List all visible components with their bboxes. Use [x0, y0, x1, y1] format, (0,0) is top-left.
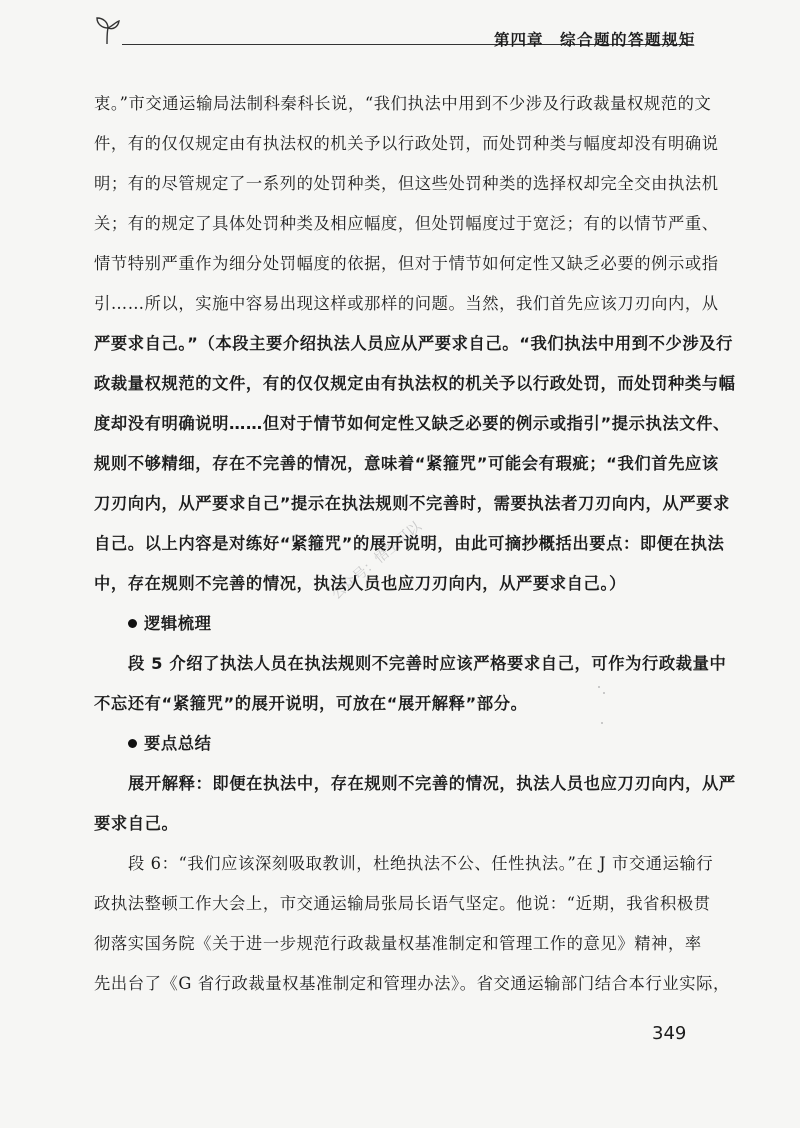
text-line: 件，有的仅仅规定由有执法权的机关予以行政处罚，而处罚种类与幅度却没有明确说 [94, 134, 719, 153]
text-line: 彻落实国务院《关于进一步规范行政裁量权基准制定和管理工作的意见》精神，率 [94, 934, 702, 953]
text-line: 不忘还有“紧箍咒”的展开说明，可放在“展开解释”部分。 [94, 694, 528, 713]
text-line: 段 5 介绍了执法人员在执法规则不完善时应该严格要求自己，可作为行政裁量中 [128, 654, 727, 673]
text-line: 度却没有明确说明……但对于情节如何定性又缺乏必要的例示或指引”提示执法文件、 [94, 414, 730, 433]
text-line: 关；有的规定了具体处罚种类及相应幅度，但处罚幅度过于宽泛；有的以情节严重、 [94, 214, 719, 233]
text-line: 政执法整顿工作大会上，市交通运输局张局长语气坚定。他说：“近期，我省积极贯 [94, 894, 711, 913]
text-line: 规则不够精细，存在不完善的情况，意味着“紧箍咒”可能会有瑕疵；“我们首先应该 [94, 454, 719, 473]
text-line: 刀刃向内，从严要求自己”提示在执法规则不完善时，需要执法者刀刃向内，从严要求 [94, 494, 730, 513]
text-line: 政裁量权规范的文件，有的仅仅规定由有执法权的机关予以行政处罚，而处罚种类与幅 [94, 374, 736, 393]
text-line: 引……所以，实施中容易出现这样或那样的问题。当然，我们首先应该刀刃向内，从 [94, 294, 719, 313]
text-line: 中，存在规则不完善的情况，执法人员也应刀刃向内，从严要求自己。） [94, 574, 627, 593]
page-header [0, 0, 800, 60]
text-line: 自己。以上内容是对练好“紧箍咒”的展开说明，由此可摘抄概括出要点：即便在执法 [94, 534, 725, 553]
summary-heading: 要点总结 [144, 734, 212, 753]
text-line: 要求自己。 [94, 814, 179, 833]
text-line: 情节特别严重作为细分处罚幅度的依据，但对于情节如何定性又缺乏必要的例示或指 [94, 254, 719, 273]
sprout-icon [92, 14, 122, 46]
text-line: 衷。”市交通运输局法制科秦科长说，“我们执法中用到不少涉及行政裁量权规范的文 [94, 94, 712, 113]
text-line: 明；有的尽管规定了一系列的处罚种类，但这些处罚种类的选择权却完全交由执法机 [94, 174, 719, 193]
text-line: 段 6：“我们应该深刻吸取教训，杜绝执法不公、任性执法。”在 J 市交通运输行 [128, 854, 714, 873]
watermark: 公众号：悟空可以 [328, 518, 425, 603]
page-number: 349 [652, 1023, 687, 1044]
scan-speck [603, 692, 605, 694]
text-line: 展开解释：即便在执法中，存在规则不完善的情况，执法人员也应刀刃向内，从严 [128, 774, 736, 793]
chapter-label: 第四章 [494, 31, 544, 49]
scan-speck [601, 722, 603, 724]
scan-speck [598, 686, 600, 688]
chapter-title: 综合题的答题规矩 [560, 31, 697, 49]
bullet-dot [128, 619, 137, 628]
bullet-dot [128, 739, 137, 748]
logic-heading: 逻辑梳理 [144, 614, 212, 633]
text-line: 先出台了《G 省行政裁量权基准制定和管理办法》。省交通运输部门结合本行业实际， [94, 974, 730, 993]
text-line: 严要求自己。”（本段主要介绍执法人员应从严要求自己。“我们执法中用到不少涉及行 [94, 334, 734, 353]
